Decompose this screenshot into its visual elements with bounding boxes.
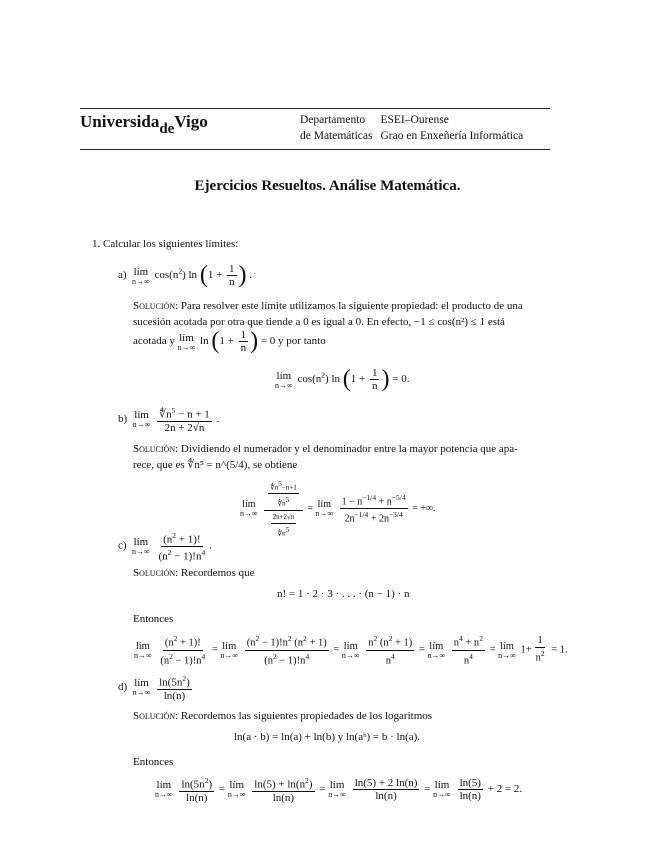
item-c-statement: c) lím n→∞ $\frac{(n^2 + 1)!}{(n^2 - 1)!n^4}$ . <box>118 531 212 563</box>
item-b-statement: b) lím n→∞ $\frac{∜n^5 - n + 1}{2n + 2√n}$ . <box>118 406 220 434</box>
item-c-factorial: n! = 1 · 2 · 3 · . . . · (n − 1) · n <box>277 588 410 600</box>
item-a-solution-line3: acotada y lím n→∞ ln (1 + $\frac{1}{n}$ ) = 0 y por tanto <box>133 328 326 354</box>
item-a-solution: Solución: Para resolver este límite utilizamos la siguiente propiedad: el producto de una sucesión acotada por otra que tiende a 0 es igual a 0. En efecto, −1 ≤ cos(n²) ≤ 1 está <box>133 300 523 328</box>
item-c-solution: Solución: Recordemos que <box>133 567 255 579</box>
exercise-heading: 1. Calcular los siguientes límites: <box>92 238 239 250</box>
item-d-solution: Solución: Recordemos las siguientes propiedades de los logaritmos <box>133 710 433 722</box>
item-d-entonces: Entonces <box>133 756 174 768</box>
page-title: Ejercicios Resueltos. Análise Matemática. <box>194 178 461 194</box>
item-a-result: lím n→∞ $\cos(n^2)$ ln (1 + $\frac{1}{n}$ ) = 0. <box>275 366 410 392</box>
item-a-statement: a) lím n→∞ $\cos(n^2)$ ln (1 + $\frac{1}{n}$ ) . <box>118 262 253 288</box>
header-bottom-rule <box>80 149 550 150</box>
item-d-properties: ln(a · b) = ln(a) + ln(b) y ln(aᵇ) = b · ln(a). <box>234 731 421 743</box>
header-top-rule <box>80 108 550 109</box>
item-b-result: lím n→∞ $\frac{\frac{∜n^5-n+1}{∜n^5}}{\frac{2n+2√n}{∜n^5}}$ = lím n→∞ $\frac{1 - n^{-1/4} + n^{-5/4}}{2n^{-1/4} + 2n^{-3/4}}$ = +∞. <box>240 479 436 537</box>
item-c-entonces: Entonces <box>133 613 174 625</box>
item-c-result: lím n→∞ $\frac{(n^2 + 1)!}{(n^2 - 1)!n^4}$ = lím n→∞ $\frac{(n^2 - 1)!n^2 (n^2 + 1)}{(n^2 - 1)!n^4}$ = lím n→∞ $\frac{n^2 (n^2 + 1)}{n^4}$ = lím n→∞ $\frac{n^4 + n^2}{n^4}$ = lím n→∞ 1+ $\frac{1}{n^2}$ = 1. <box>134 634 568 666</box>
item-d-result: lím n→∞ $\frac{\ln(5n^2)}{\ln(n)}$ = lím n→∞ $\frac{\ln(5) + \ln(n^2)}{\ln(n)}$ = lím n→∞ $\frac{\ln(5) + 2 \ln(n)}{\ln(n)}$ = lím n→∞ $\frac{\ln(5)}{\ln(n)}$ + 2 = 2. <box>155 776 523 804</box>
university-logo: UniversidadeVigo <box>80 112 208 137</box>
department-info: Departamento ESEI–Ourense de Matemáticas Grao en Enxeñería Informática <box>300 114 524 142</box>
item-d-statement: d) lím n→∞ $\frac{\ln(5n^2)}{\ln(n)}$ <box>118 674 190 702</box>
item-b-solution: Solución: Dividiendo el numerador y el denominador entre la mayor potencia que apa- rece, que es ∜n⁵ = n^(5/4), se obtiene <box>133 443 518 471</box>
